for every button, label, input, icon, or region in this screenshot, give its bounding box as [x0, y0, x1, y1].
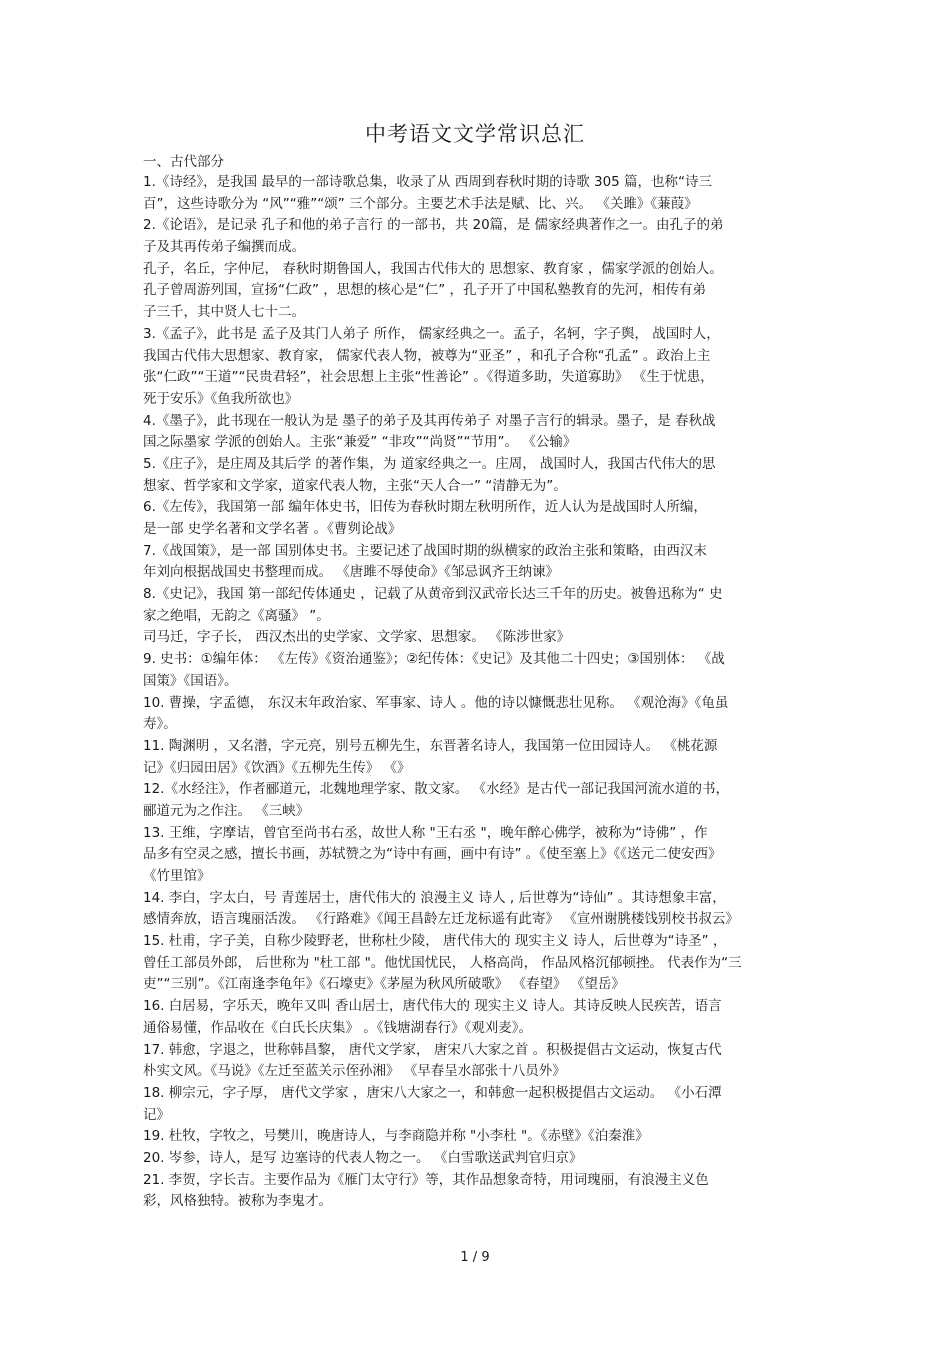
text-line: 死于安乐》《鱼我所欲也》: [143, 390, 299, 407]
text-line: 记》《归园田居》《饮酒》《五柳先生传》 《》: [143, 759, 411, 776]
section-heading: 一、古代部分: [143, 154, 224, 170]
text-line: 吏”“三别”。《江南逢李龟年》《石壕吏》《茅屋为秋风所破歌》 《春望》 《望岳》: [143, 976, 625, 993]
text-line: 品多有空灵之感，擅长书画，苏轼赞之为“诗中有画，画中有诗” 。《使至塞上》《《送元二使安西》: [143, 846, 722, 863]
text-line: 子及其再传弟子编撰而成。: [143, 239, 305, 256]
document-body: [143, 172, 855, 1213]
text-line: 13. 王维，字摩诘，曾官至尚书右丞，故世人称 "王右丞 "，晚年醉心佛学，被称为“诗佛” ，作: [143, 824, 708, 841]
text-line: 21. 李贺，字长吉。主要作品为《雁门太守行》等，其作品想象奇特，用词瑰丽，有浪漫主义色: [143, 1171, 709, 1188]
text-line: 12.《水经注》，作者郦道元，北魏地理学家、散文家。 《水经》是古代一部记我国河流水道的书，: [143, 781, 730, 798]
text-line: 年刘向根据战国史书整理而成。 《唐雎不辱使命》《邹忌讽齐王纳谏》: [143, 564, 560, 581]
text-line: 国之际墨家 学派的创始人。主张“兼爱” “非攻”“尚贤”“节用”。 《公输》: [143, 434, 577, 451]
text-line: 17. 韩愈，字退之，世称韩昌黎， 唐代文学家， 唐宋八大家之首 。积极提倡古文运动，恢复古代: [143, 1041, 722, 1058]
text-line: 19. 杜牧，字牧之，号樊川，晚唐诗人，与李商隐并称 "小李杜 "。《赤壁》《泊秦淮》: [143, 1128, 649, 1145]
text-line: 张“仁政”“王道”“民贵君轻”，社会思想上主张“性善论” 。《得道多助，失道寡助》 《生于忧患，: [143, 369, 714, 386]
text-line: 朴实文风。《马说》《左迁至蓝关示侄孙湘》 《早春呈水部张十八员外》: [143, 1063, 566, 1080]
text-line: 8.《史记》，我国 第一部纪传体通史 ，记载了从黄帝到汉武帝长达三千年的历史。被鲁迅称为“ 史: [143, 586, 723, 603]
text-line: 11. 陶渊明 ，又名潜，字元亮，别号五柳先生，东晋著名诗人，我国第一位田园诗人。 《桃花源: [143, 737, 718, 754]
text-line: 子三千，其中贤人七十二。: [143, 304, 305, 321]
text-line: 曾任工部员外郎， 后世称为 "杜工部 "。他忧国忧民， 人格高尚， 作品风格沉郁顿挫。 代表作为“三: [143, 954, 742, 971]
text-line: 20. 岑参，诗人，是写 边塞诗的代表人物之一。 《白雪歌送武判官归京》: [143, 1149, 583, 1166]
text-line: 家之绝唱，无韵之《离骚》 ”。: [143, 607, 330, 624]
page-title: 中考语文文学常识总汇: [365, 122, 585, 146]
text-line: 15. 杜甫，字子美，自称少陵野老，世称杜少陵， 唐代伟大的 现实主义 诗人，后世尊为“诗圣” ，: [143, 933, 727, 950]
text-line: 想家、哲学家和文学家，道家代表人物，主张“天人合一” “清静无为”。: [143, 477, 567, 494]
text-line: 4.《墨子》，此书现在一般认为是 墨子的弟子及其再传弟子 对墨子言行的辑录。墨子，是 春秋战: [143, 412, 716, 429]
text-line: 通俗易懂，作品收在《白氏长庆集》 。《钱塘湖春行》《观刈麦》。: [143, 1019, 533, 1036]
text-line: 5.《庄子》，是庄周及其后学 的著作集，为 道家经典之一。庄周， 战国时人，我国古代伟大的思: [143, 455, 716, 472]
text-line: 9. 史书：①编年体： 《左传》《资治通鉴》；②纪传体：《史记》及其他二十四史；③国别体： 《战: [143, 651, 725, 668]
text-line: 1.《诗经》，是我国 最早的一部诗歌总集，收录了从 西周到春秋时期的诗歌 305 篇，也称“诗三: [143, 174, 713, 190]
text-line: 18. 柳宗元，字子厚， 唐代文学家 ，唐宋八大家之一，和韩愈一起积极提倡古文运动。 《小石潭: [143, 1084, 722, 1101]
text-line: 《竹里馆》: [143, 868, 211, 884]
text-line: 3.《孟子》，此书是 孟子及其门人弟子 所作， 儒家经典之一。孟子，名轲，字子舆， 战国时人，: [143, 325, 720, 342]
text-line: 彩，风格独特。被称为李鬼才。: [143, 1193, 332, 1210]
text-line: 6.《左传》，我国第一部 编年体史书，旧传为春秋时期左秋明所作，近人认为是战国时人所编，: [143, 499, 707, 516]
text-line: 16. 白居易，字乐天，晚年又叫 香山居士，唐代伟大的 现实主义 诗人。其诗反映人民疾苦，语言: [143, 998, 722, 1015]
text-line: 国策》《国语》。: [143, 672, 238, 689]
page-number: 1 / 9: [460, 1250, 490, 1265]
text-line: 7.《战国策》，是一部 国别体史书。主要记述了战国时期的纵横家的政治主张和策略，由西汉末: [143, 542, 707, 559]
text-line: 寿》。: [143, 716, 177, 733]
text-line: 百”，这些诗歌分为 “风”“雅”“颂” 三个部分。主要艺术手法是赋、比、兴。 《关雎》《蒹葭》: [143, 195, 698, 212]
text-line: 感情奔放，语言瑰丽活泼。 《行路难》《闻王昌龄左迁龙标遥有此寄》 《宣州谢朓楼饯别校书叔云》: [143, 911, 739, 928]
text-line: 司马迁，字子长， 西汉杰出的史学家、文学家、思想家。 《陈涉世家》: [143, 629, 571, 646]
text-line: 孔子曾周游列国，宣扬“仁政” ，思想的核心是“仁” ，孔子开了中国私塾教育的先河，相传有弟: [143, 282, 707, 299]
text-line: 是一部 史学名著和文学名著 。《曹刿论战》: [143, 521, 402, 537]
text-line: 孔子，名丘，字仲尼， 春秋时期鲁国人，我国古代伟大的 思想家、教育家 ，儒家学派的创始人。: [143, 260, 723, 277]
text-line: 我国古代伟大思想家、教育家， 儒家代表人物，被尊为“亚圣” ，和孔子合称“孔孟” 。政治上主: [143, 347, 711, 364]
text-line: 14. 李白，字太白，号 青莲居士，唐代伟大的 浪漫主义 诗人 , 后世尊为“诗仙” 。其诗想象丰富，: [143, 889, 726, 906]
text-line: 10. 曹操，字孟德， 东汉末年政治家、军事家、诗人 。他的诗以慷慨悲壮见称。 《观沧海》《龟虽: [143, 694, 729, 711]
text-line: 2.《论语》，是记录 孔子和他的弟子言行 的一部书，共 20篇，是 儒家经典著作之一。由孔子的弟: [143, 217, 724, 234]
text-line: 记》: [143, 1106, 170, 1123]
text-line: 郦道元为之作注。 《三峡》: [143, 802, 310, 819]
